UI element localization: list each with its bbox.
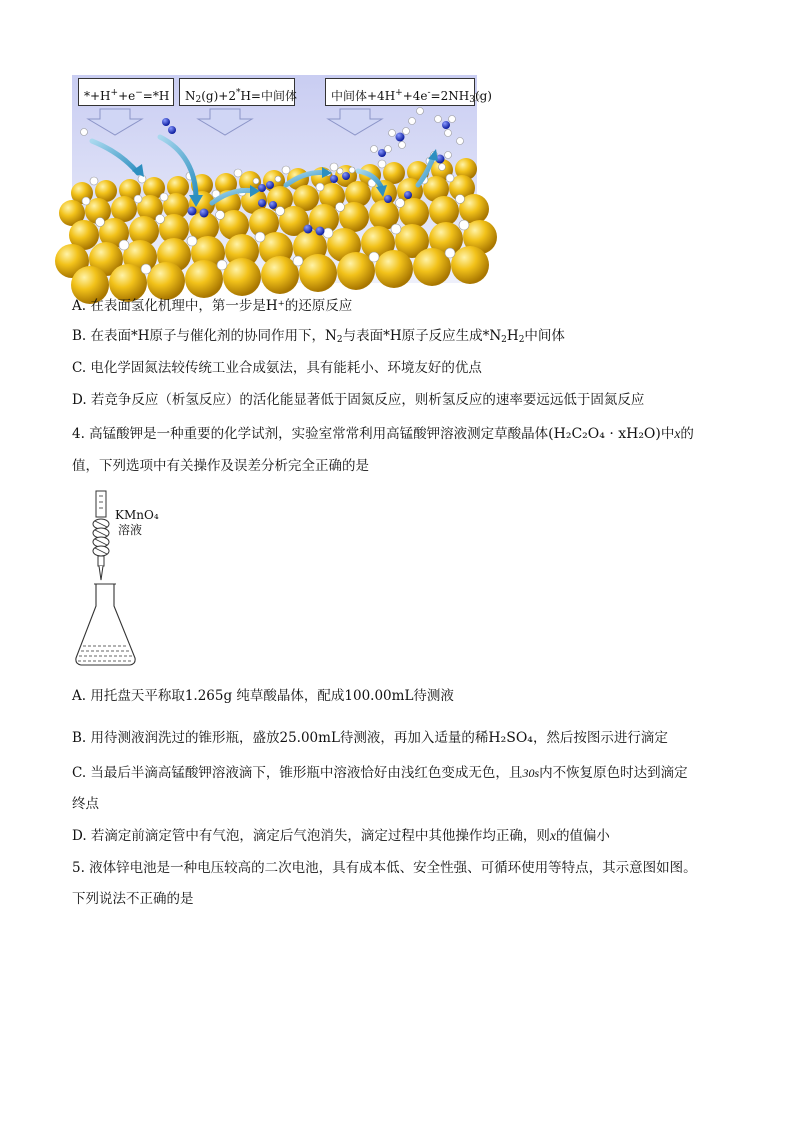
q4-option-b: B. 用待测液润洗过的锥形瓶，盛放25.00mL待测液，再加入适量的稀H₂SO₄，然后按图示进行滴定 [72,730,668,746]
q4-option-a: A. 用托盘天平称取1.265g 纯草酸晶体，配成100.00mL待测液 [72,688,454,704]
titration-apparatus [72,488,212,673]
burette-label-solution: 溶液 [118,523,143,537]
q4-option-d: D. 若滴定前滴定管中有气泡，滴定后气泡消失，滴定过程中其他操作均正确，则x的值偏小 [72,828,610,844]
equation-box-1: *+H++e−=*H [78,78,174,106]
q3-option-b: B. 在表面*H原子与催化剂的协同作用下，$N_2$与表面*H原子反应生成$*N_2H_2$中间体 [72,328,565,345]
q3-option-d: D. 若竞争反应（析氢反应）的活化能显著低于固氮反应，则析氢反应的速率要远远低于固氮反应 [72,392,645,408]
h-ion [81,129,88,136]
q4-stem-line1: 4. 高锰酸钾是一种重要的化学试剂，实验室常常利用高锰酸钾溶液测定草酸晶体(H₂C₂O₄ · xH₂O)中x的 [72,426,694,442]
q5-stem-line1: 5. 液体锌电池是一种电压较高的二次电池，具有成本低、安全性强、可循环使用等特点，其示意图如图。 [72,860,697,876]
q5-stem-line2: 下列说法不正确的是 [72,891,194,907]
equation-box-3: 中间体$+4H^++4e^-=2NH_3(g)$ [325,78,475,106]
equation-box-2: $N_2(g)+2^*H=$中间体 [179,78,295,106]
q4-stem-line2: 值，下列选项中有关操作及误差分析完全正确的是 [72,458,369,474]
q3-option-a: A. 在表面氢化机理中，第一步是H⁺的还原反应 [72,298,353,314]
q4-option-c-line1: C. 当最后半滴高锰酸钾溶液滴下，锥形瓶中溶液恰好由浅红色变成无色，且30s内不恢复原色时达到滴定 [72,765,688,781]
q4-option-c-line2: 终点 [72,796,99,812]
nitrogen-fixation-diagram [72,75,492,283]
q3-option-c: C. 电化学固氮法较传统工业合成氨法，具有能耗小、环境友好的优点 [72,360,482,376]
burette-label-formula: KMnO₄ [115,508,159,522]
